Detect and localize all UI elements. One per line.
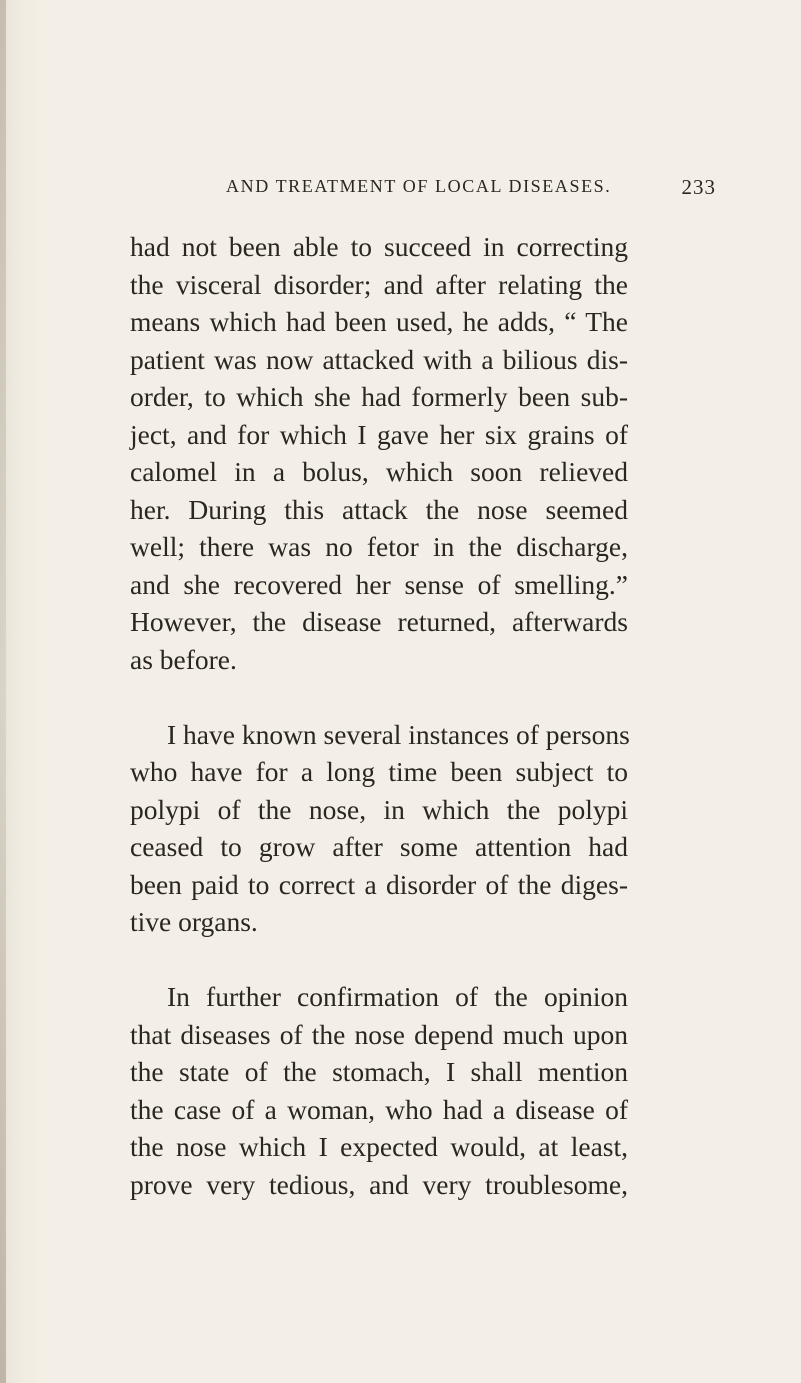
text-line: ceased to grow after some attention had [130, 831, 628, 862]
text-line: had not been able to succeed in correcting [130, 231, 628, 262]
text-line: the case of a woman, who had a disease of [130, 1093, 628, 1125]
running-head: AND TREATMENT OF LOCAL DISEASES. [226, 176, 612, 196]
body-text [130, 228, 628, 1203]
text-line: who have for a long time been subject to [130, 756, 628, 787]
text-line: ject, and for which I gave her six grains of [130, 418, 628, 450]
text-line: order, to which she had formerly been sub- [130, 381, 628, 412]
paragraph-2 [130, 716, 628, 941]
text-line: been paid to correct a disorder of the diges- [130, 868, 628, 900]
binding-shadow [0, 0, 6, 1383]
text-line: means which had been used, he adds, “ The [130, 306, 628, 337]
text-line: In further confirmation of the opinion [167, 981, 628, 1012]
text-line: I have known several instances of persons [167, 718, 630, 750]
text-line: and she recovered her sense of smelling.” [130, 568, 628, 600]
page-number: 233 [681, 175, 716, 199]
paragraph-1 [130, 228, 628, 678]
text-line: polypi of the nose, in which the polypi [130, 793, 628, 825]
text-line: prove very tedious, and very troublesome, [130, 1168, 628, 1200]
text-line: the nose which I expected would, at least, [130, 1131, 628, 1162]
text-line: the visceral disorder; and after relating the [130, 268, 628, 300]
text-line: well; there was no fetor in the discharge, [130, 531, 628, 562]
text-line: calomel in a bolus, which soon relieved [130, 456, 628, 487]
text-line: patient was now attacked with a bilious dis- [130, 343, 628, 375]
text-line: tive organs. [130, 906, 258, 937]
text-line: However, the disease returned, afterwards [130, 606, 628, 637]
text-line: the state of the stomach, I shall mention [130, 1056, 628, 1087]
text-line: as before. [130, 643, 237, 675]
paragraph-3 [130, 978, 628, 1203]
text-line: that diseases of the nose depend much upon [130, 1018, 628, 1050]
text-line: her. During this attack the nose seemed [130, 493, 628, 525]
page-header [226, 176, 746, 206]
